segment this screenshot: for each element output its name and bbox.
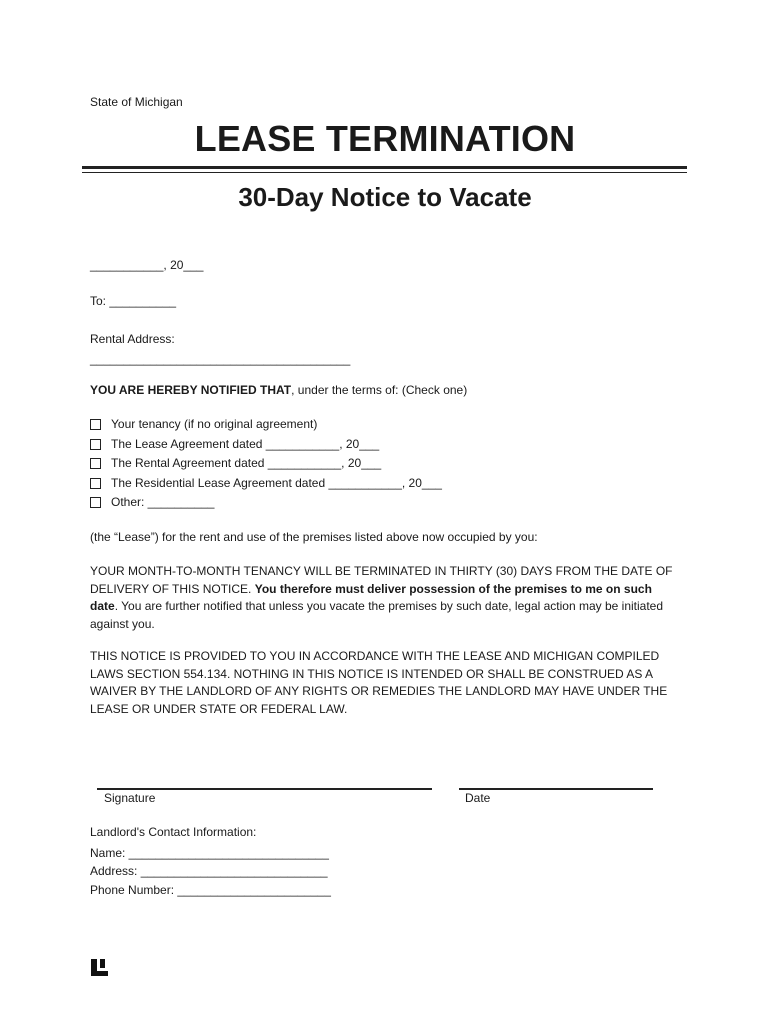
date-label: Date bbox=[465, 791, 491, 805]
title-divider-thick bbox=[82, 166, 687, 169]
checkbox[interactable] bbox=[90, 478, 101, 489]
contact-phone-field[interactable]: Phone Number: _______________________ bbox=[90, 883, 331, 897]
lease-definition-line: (the “Lease”) for the rent and use of the premises listed above now occupied by you: bbox=[90, 530, 538, 544]
recipient-field[interactable]: To: __________ bbox=[90, 294, 177, 308]
contact-heading: Landlord's Contact Information: bbox=[90, 825, 257, 839]
checkbox[interactable] bbox=[90, 439, 101, 450]
option-row[interactable] bbox=[90, 495, 214, 509]
option-row[interactable] bbox=[90, 437, 379, 451]
option-label: The Rental Agreement dated ___________, 20___ bbox=[111, 456, 382, 470]
contact-address-field[interactable]: Address: ____________________________ bbox=[90, 864, 328, 878]
signature-line[interactable] bbox=[97, 788, 432, 790]
termination-paragraph bbox=[90, 563, 680, 633]
option-row[interactable] bbox=[90, 476, 442, 490]
termination-text-2: . You are further notified that unless you vacate the premises by such date, legal action may be initiated against you. bbox=[90, 599, 664, 631]
option-label: The Lease Agreement dated ___________, 20___ bbox=[111, 437, 380, 451]
document-subtitle: 30-Day Notice to Vacate bbox=[238, 182, 532, 212]
state-label: State of Michigan bbox=[90, 95, 183, 109]
checkbox[interactable] bbox=[90, 458, 101, 469]
document-title: LEASE TERMINATION bbox=[194, 118, 576, 159]
title-divider-thin bbox=[82, 172, 687, 173]
signature-label: Signature bbox=[104, 791, 156, 805]
contact-name-field[interactable]: Name: ______________________________ bbox=[90, 846, 329, 860]
date-line[interactable] bbox=[459, 788, 653, 790]
notice-lead-bold: YOU ARE HEREBY NOTIFIED THAT bbox=[90, 383, 292, 397]
notice-lead bbox=[90, 383, 467, 397]
date-field[interactable]: ___________, 20___ bbox=[90, 258, 204, 272]
option-label: Other: __________ bbox=[111, 495, 215, 509]
notice-lead-rest: , under the terms of: (Check one) bbox=[291, 383, 468, 397]
rental-address-label: Rental Address: bbox=[90, 332, 175, 346]
legal-templates-logo-icon bbox=[90, 958, 110, 978]
option-label: The Residential Lease Agreement dated ___________, 20___ bbox=[111, 476, 442, 490]
checkbox[interactable] bbox=[90, 419, 101, 430]
option-row[interactable] bbox=[90, 417, 317, 431]
option-label: Your tenancy (if no original agreement) bbox=[111, 417, 318, 431]
legal-notice-paragraph: THIS NOTICE IS PROVIDED TO YOU IN ACCORDANCE WITH THE LEASE AND MICHIGAN COMPILED LAWS SECTION 554.134. NOTHING IN THIS NOTICE IS INTENDED OR SHALL BE CONSTRUED AS A WAIVER BY THE LANDLORD OF ANY RIGHTS OR REMEDIES THE LANDLORD MAY HAVE UNDER THE LEASE OR UNDER STATE OR FEDERAL LAW. bbox=[90, 649, 668, 716]
termination-text-bold: You therefore must deliver possession of the premises to me on such date bbox=[90, 581, 652, 613]
option-row[interactable] bbox=[90, 456, 381, 470]
checkbox[interactable] bbox=[90, 497, 101, 508]
rental-address-field[interactable]: _______________________________________ bbox=[90, 352, 351, 366]
termination-text-1: YOUR MONTH-TO-MONTH TENANCY WILL BE TERMINATED IN THIRTY (30) DAYS FROM THE DATE OF DELIVERY OF THIS NOTICE. bbox=[90, 564, 673, 596]
